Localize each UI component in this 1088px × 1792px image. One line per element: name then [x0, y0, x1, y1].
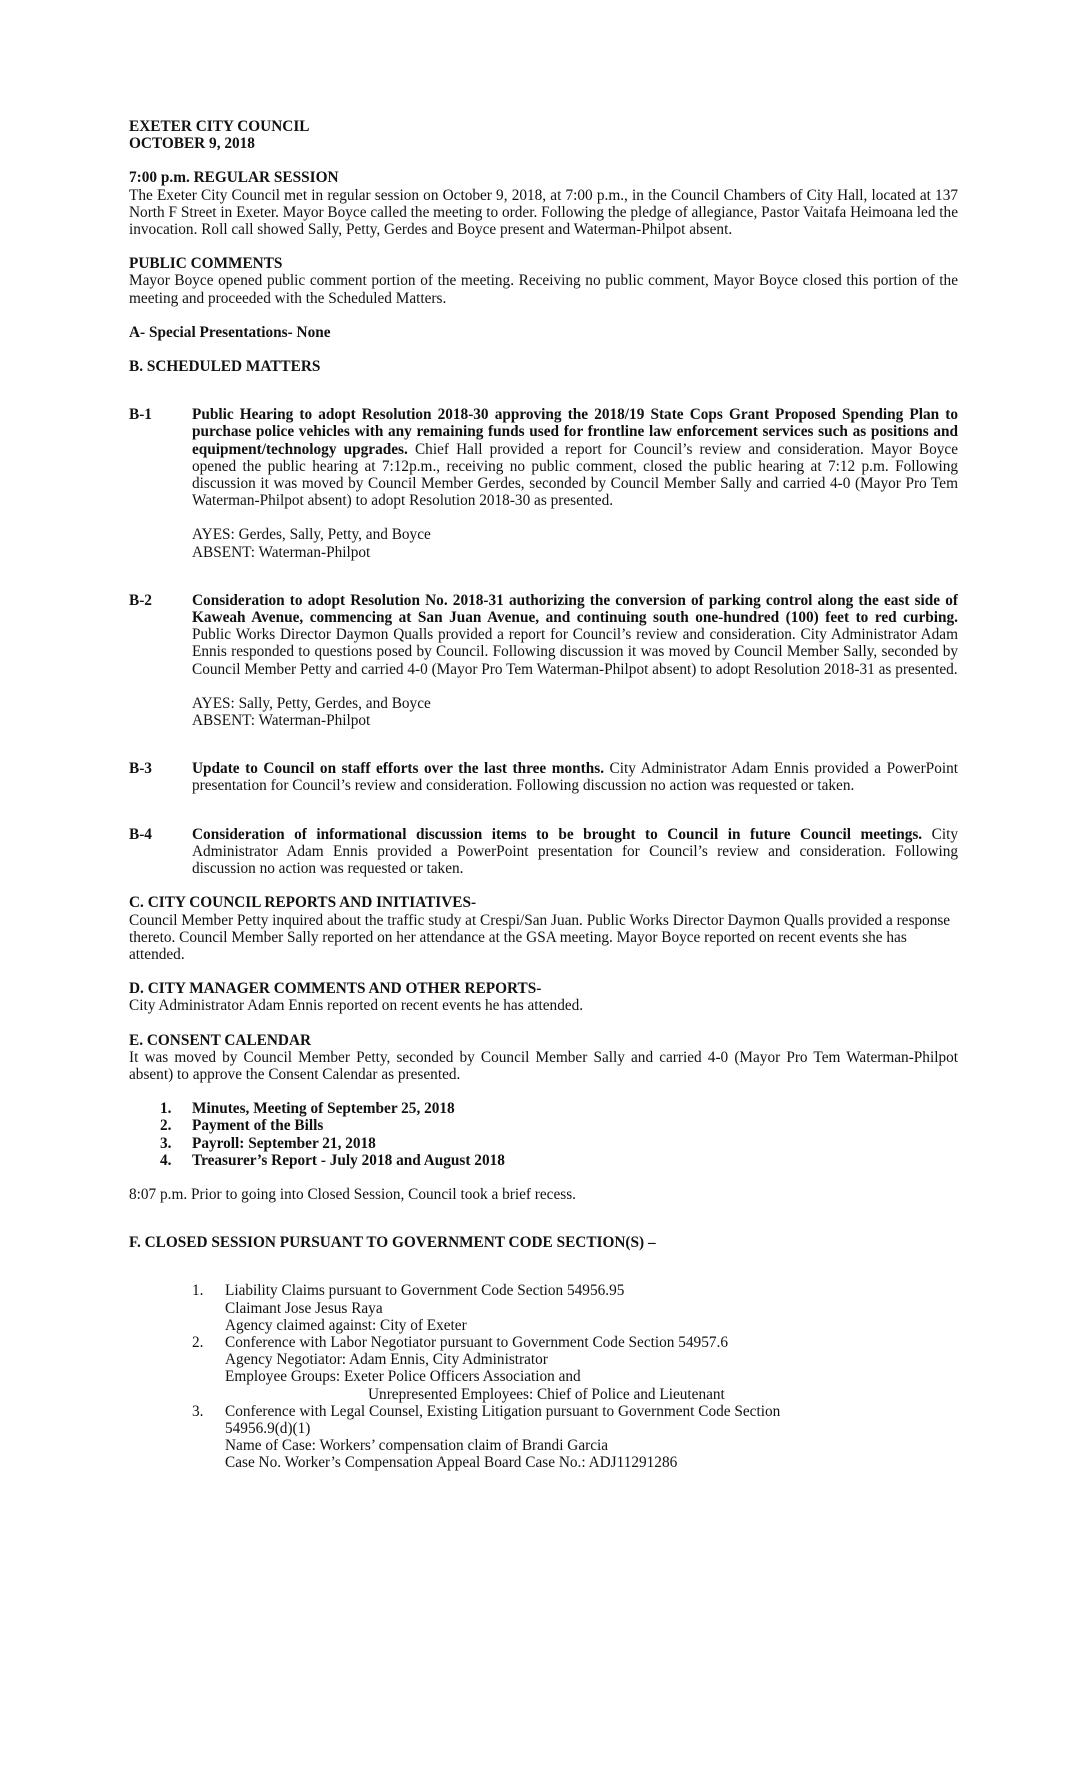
list-item-text: Payroll: September 21, 2018: [192, 1134, 376, 1152]
list-item-number: 2.: [192, 1333, 204, 1351]
manager-comments-heading: D. CITY MANAGER COMMENTS AND OTHER REPORTS-: [129, 980, 542, 998]
list-item-line: Conference with Labor Negotiator pursuant to Government Code Section 54957.6: [225, 1333, 728, 1351]
minutes-document: [129, 118, 958, 1472]
list-item-line: Case No. Worker’s Compensation Appeal Board Case No.: ADJ11291286: [225, 1454, 678, 1472]
list-item-text: Payment of the Bills: [192, 1117, 324, 1135]
list-item-line: Name of Case: Workers’ compensation claim of Brandi Garcia: [225, 1437, 609, 1455]
item-title: Public Hearing to adopt Resolution 2018-30 approving the 2018/19 State Cops Grant Proposed Spending Plan to purchase police vehicles with any remaining funds used for frontline law enforcement services such as positions and equipment/technology upgrades.: [192, 406, 958, 458]
council-reports-section: [129, 894, 958, 963]
document-org-title: EXETER CITY COUNCIL: [129, 118, 310, 135]
ayes-line: AYES: Sally, Petty, Gerdes, and Boyce: [192, 694, 431, 712]
list-item-number: 4.: [160, 1151, 172, 1169]
closed-session-heading: F. CLOSED SESSION PURSUANT TO GOVERNMENT CODE SECTION(S) –: [129, 1234, 656, 1252]
closed-session-section: [129, 1234, 958, 1471]
manager-comments-body: City Administrator Adam Ennis reported on recent events he has attended.: [129, 997, 584, 1015]
item-body: Chief Hall provided a report for Council’s review and consideration. Mayor Boyce opened the public hearing at 7:12p.m., receiving no public comment, closed the public hearing at 7:12 p.m. Following discussion it was moved by Council Member Gerdes, seconded by Council Member Sally and carried 4-0 (Mayor Pro Tem Waterman-Philpot absent) to adopt Resolution 2018-30 as presented.: [192, 440, 958, 510]
council-reports-heading: C. CITY COUNCIL REPORTS AND INITIATIVES-: [129, 894, 477, 912]
list-item: [160, 1117, 958, 1134]
item-text: [192, 826, 958, 878]
item-body: Public Works Director Daymon Qualls provided a report for Council’s review and consideration. City Administrator Adam Ennis responded to questions posed by Council. Following discussion it was moved by Council Member Sally, seconded by Council Member Petty and carried 4-0 (Mayor Pro Tem Waterman-Philpot absent) to adopt Resolution 2018-31 as presented.: [192, 626, 958, 678]
consent-calendar-list: [160, 1100, 958, 1169]
list-item-line: Conference with Legal Counsel, Existing Litigation pursuant to Government Code Section: [225, 1402, 781, 1420]
list-item: [160, 1152, 958, 1169]
public-comments-section: [129, 255, 958, 307]
item-body: City Administrator Adam Ennis provided a PowerPoint presentation for Council’s review and consideration. Following discussion no action was requested or taken.: [192, 760, 958, 795]
list-item-line: Claimant Jose Jesus Raya: [225, 1299, 383, 1317]
list-item-number: 3.: [192, 1402, 204, 1420]
list-item-line: Agency Negotiator: Adam Ennis, City Administrator: [225, 1351, 548, 1369]
item-title: Consideration to adopt Resolution No. 2018-31 authorizing the conversion of parking control along the east side of Kaweah Avenue, commencing at San Juan Avenue, and continuing south one-hundred (100) feet to red curbing.: [192, 591, 958, 627]
regular-session-section: [129, 169, 958, 238]
special-presentations-heading: A- Special Presentations- None: [129, 323, 331, 341]
item-title: Consideration of informational discussion items to be brought to Council in future Council meetings.: [192, 825, 923, 843]
list-item-line: Unrepresented Employees: Chief of Police and Lieutenant: [368, 1385, 725, 1403]
absent-line: ABSENT: Waterman-Philpot: [192, 543, 371, 561]
council-reports-body: Council Member Petty inquired about the traffic study at Crespi/San Juan. Public Works Director Daymon Qualls provided a response thereto. Council Member Sally reported on her attendance at the GSA meeting. Mayor Boyce reported on recent events she has attended.: [129, 911, 951, 963]
item-text: [192, 406, 958, 509]
scheduled-item-b3: [129, 760, 958, 794]
item-label: B-2: [129, 591, 152, 609]
list-item-number: 3.: [160, 1134, 172, 1152]
ayes-line: AYES: Gerdes, Sally, Petty, and Boyce: [192, 526, 431, 544]
document-date: OCTOBER 9, 2018: [129, 135, 255, 153]
item-body: City Administrator Adam Ennis provided a PowerPoint presentation for Council’s review and consideration. Following discussion no action was requested or taken.: [192, 825, 958, 878]
scheduled-matters-heading: B. SCHEDULED MATTERS: [129, 358, 321, 376]
list-item-text: Minutes, Meeting of September 25, 2018: [192, 1100, 455, 1118]
list-item-number: 1.: [160, 1100, 172, 1118]
list-item-line: Agency claimed against: City of Exeter: [225, 1316, 467, 1334]
consent-calendar-heading: E. CONSENT CALENDAR: [129, 1031, 312, 1049]
public-comments-heading: PUBLIC COMMENTS: [129, 255, 283, 273]
item-label: B-1: [129, 406, 152, 424]
item-text: [192, 760, 958, 794]
regular-session-heading: 7:00 p.m. REGULAR SESSION: [129, 169, 339, 187]
scheduled-item-b4: [129, 826, 958, 878]
consent-calendar-body: It was moved by Council Member Petty, seconded by Council Member Sally and carried 4-0 (Mayor Pro Tem Waterman-Philpot absent) to approve the Consent Calendar as presented.: [129, 1048, 958, 1083]
list-item: [192, 1334, 958, 1403]
regular-session-body: The Exeter City Council met in regular session on October 9, 2018, at 7:00 p.m., in the Council Chambers of City Hall, located at 137 North F Street in Exeter. Mayor Boyce called the meeting to order. Following the pledge of allegiance, Pastor Vaitafa Heimoana led the invocation. Roll call showed Sally, Petty, Gerdes and Boyce present and Waterman-Philpot absent.: [129, 186, 958, 239]
list-item: [192, 1403, 958, 1472]
closed-session-list: [192, 1282, 958, 1471]
list-item-line: Liability Claims pursuant to Government Code Section 54956.95: [225, 1282, 625, 1300]
absent-line: ABSENT: Waterman-Philpot: [192, 712, 371, 730]
manager-comments-section: [129, 980, 958, 1014]
list-item-line: Employee Groups: Exeter Police Officers Association and: [225, 1368, 581, 1386]
scheduled-item-b2: [129, 592, 958, 678]
item-title: Update to Council on staff efforts over the last three months.: [192, 760, 605, 778]
list-item-line: 54956.9(d)(1): [225, 1419, 311, 1437]
vote-record-b1: [192, 526, 958, 560]
item-text: [192, 592, 958, 678]
list-item-number: 2.: [160, 1117, 172, 1135]
recess-note: 8:07 p.m. Prior to going into Closed Session, Council took a brief recess.: [129, 1185, 576, 1203]
scheduled-item-b1: [129, 406, 958, 509]
item-label: B-4: [129, 825, 152, 843]
list-item: [192, 1282, 958, 1334]
vote-record-b2: [192, 695, 958, 729]
item-label: B-3: [129, 760, 152, 778]
consent-calendar-section: [129, 1032, 958, 1169]
list-item-number: 1.: [192, 1282, 204, 1300]
scheduled-matters-section: [129, 358, 958, 877]
public-comments-body: Mayor Boyce opened public comment portion of the meeting. Receiving no public comment, Mayor Boyce closed this portion of the meeting and proceeded with the Scheduled Matters.: [129, 272, 958, 307]
list-item: [160, 1135, 958, 1152]
list-item-text: Treasurer’s Report - July 2018 and August 2018: [192, 1151, 505, 1169]
list-item: [160, 1100, 958, 1117]
